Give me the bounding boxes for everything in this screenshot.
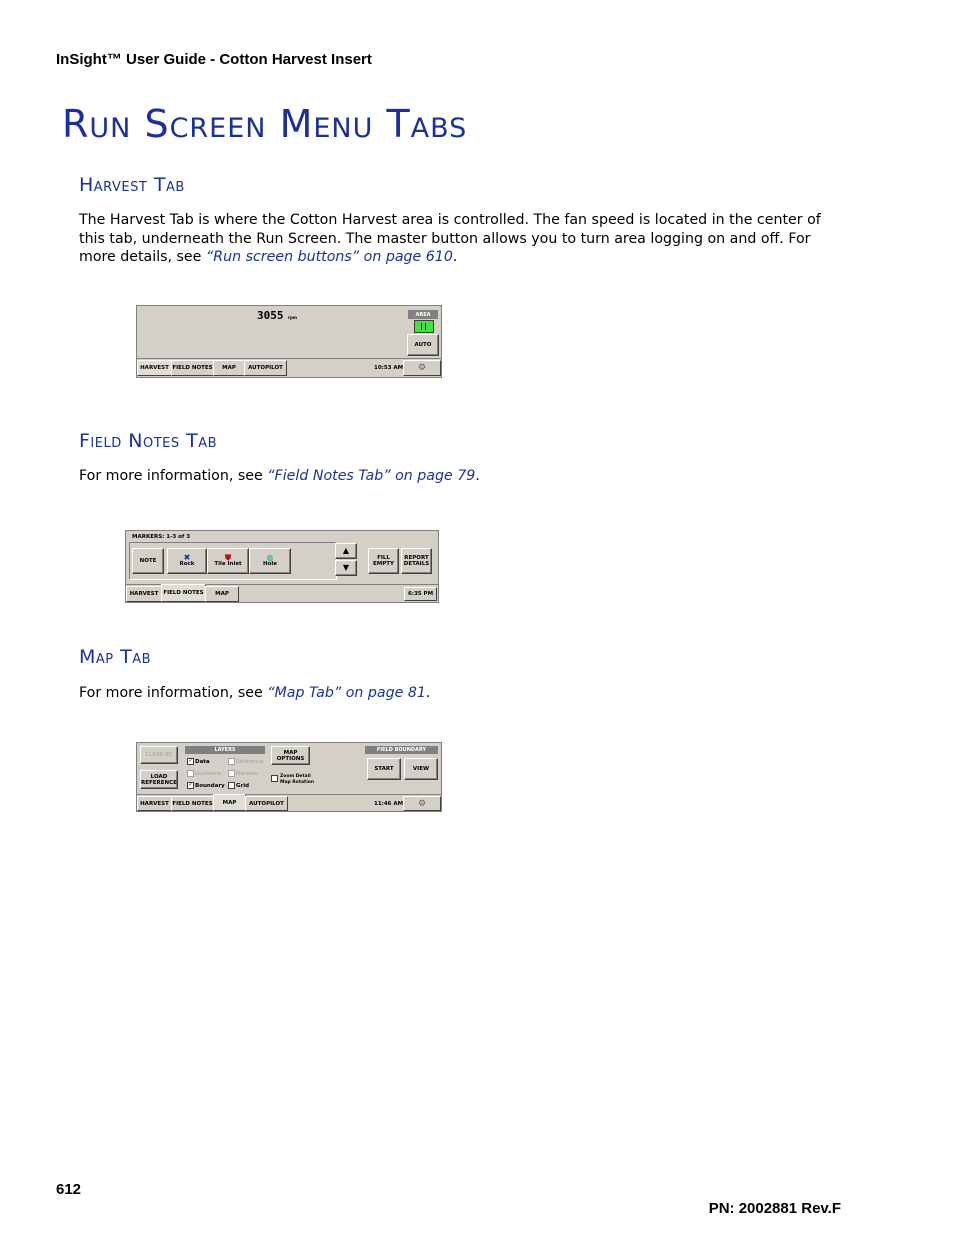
pin-icon: ◍ bbox=[266, 553, 274, 562]
gear-icon[interactable]: ⚙ bbox=[403, 796, 441, 811]
layer-reference-checkbox[interactable] bbox=[228, 758, 235, 765]
tab-map[interactable]: MAP bbox=[205, 586, 239, 602]
tab-harvest[interactable]: HARVEST bbox=[126, 586, 162, 602]
marker-tile-inlet-button[interactable] bbox=[207, 548, 249, 574]
map-tab-screenshot bbox=[136, 742, 442, 812]
harvest-end-text: . bbox=[452, 249, 458, 265]
part-number: PN: 2002881 Rev.F bbox=[708, 1200, 841, 1217]
field-notes-end-text: . bbox=[475, 468, 480, 484]
field-notes-tab-heading: Field Notes Tab bbox=[79, 430, 218, 452]
shield-icon: ⛊ bbox=[225, 553, 231, 562]
gear-icon[interactable]: ⚙ bbox=[403, 360, 441, 376]
layer-boundary-label: Boundary bbox=[195, 783, 225, 789]
field-boundary-label: FIELD BOUNDARY bbox=[365, 746, 438, 754]
clock-time: 11:46 AM bbox=[374, 801, 404, 807]
tab-harvest[interactable]: HARVEST bbox=[137, 360, 172, 376]
marker-rock-label: Rock bbox=[179, 561, 195, 567]
marker-tile-inlet-label: Tile Inlet bbox=[214, 561, 242, 567]
tab-autopilot[interactable]: AUTOPILOT bbox=[244, 360, 287, 376]
layer-data-label: Data bbox=[195, 759, 210, 765]
map-rotation-label: Map Rotation bbox=[280, 780, 315, 785]
fan-speed-value: 3055 bbox=[257, 309, 284, 322]
clock-time: 6:35 PM bbox=[404, 587, 437, 601]
layer-data-checkbox[interactable]: ✓ bbox=[188, 758, 193, 764]
layer-guidance-checkbox[interactable] bbox=[187, 770, 194, 777]
map-end-text: . bbox=[425, 685, 431, 701]
map-options-button[interactable]: MAP OPTIONS bbox=[271, 746, 310, 765]
report-details-button[interactable]: REPORT DETAILS bbox=[401, 548, 432, 574]
clock-time: 10:53 AM bbox=[374, 365, 404, 371]
running-header: InSight™ User Guide - Cotton Harvest Insert bbox=[56, 51, 372, 68]
zoom-detail-label: Zoom Detail bbox=[280, 774, 311, 779]
map-tab-link[interactable]: “Map Tab” on page 81 bbox=[267, 685, 426, 701]
harvest-tab-heading: Harvest Tab bbox=[79, 174, 185, 196]
layers-label: LAYERS bbox=[185, 746, 265, 754]
harvest-body-text: The Harvest Tab is where the Cotton Harvest area is controlled. The fan speed is located in the center of this tab, underneath the Run Screen. The master button allows you to turn area logging on and off. For more details, see bbox=[79, 212, 821, 265]
field-notes-tab-link[interactable]: “Field Notes Tab” on page 79 bbox=[267, 468, 476, 484]
layer-grid-checkbox[interactable] bbox=[228, 782, 235, 789]
tab-field-notes[interactable]: FIELD NOTES bbox=[171, 796, 214, 811]
marker-rock-button[interactable] bbox=[167, 548, 207, 574]
note-button[interactable]: NOTE bbox=[132, 548, 164, 574]
tab-map[interactable]: MAP bbox=[213, 360, 245, 376]
layer-boundary-checkbox[interactable]: ✓ bbox=[188, 782, 193, 788]
zoom-detail-checkbox[interactable] bbox=[271, 775, 278, 782]
auto-button[interactable]: AUTO bbox=[407, 334, 439, 356]
arrow-down-icon: ▼ bbox=[342, 563, 350, 572]
x-icon: ✖ bbox=[183, 553, 191, 562]
load-reference-button[interactable]: LOAD REFERENCE bbox=[140, 770, 178, 789]
page-number: 612 bbox=[56, 1181, 82, 1198]
start-button[interactable]: START bbox=[367, 758, 401, 780]
markers-count-label: MARKERS: 1-3 of 3 bbox=[132, 534, 191, 540]
layer-grid-label: Grid bbox=[236, 783, 250, 789]
tab-harvest[interactable]: HARVEST bbox=[137, 796, 172, 811]
field-notes-paragraph bbox=[79, 467, 849, 486]
page-title: Run Screen Menu Tabs bbox=[62, 102, 468, 146]
fan-speed-unit: rpm bbox=[288, 315, 298, 320]
area-label: AREA bbox=[408, 310, 438, 319]
tab-map[interactable]: MAP bbox=[213, 794, 246, 811]
clear-ec-button[interactable]: CLEAR EC bbox=[140, 746, 178, 764]
layer-markers-checkbox[interactable] bbox=[228, 770, 235, 777]
layer-guidance-label: Guidance bbox=[195, 771, 222, 777]
map-tab-heading: Map Tab bbox=[79, 646, 152, 668]
harvest-tab-screenshot bbox=[136, 305, 442, 378]
scroll-up-button[interactable] bbox=[335, 543, 357, 559]
field-notes-body-text: For more information, see bbox=[79, 468, 268, 484]
fill-empty-button[interactable]: FILL EMPTY bbox=[368, 548, 399, 574]
layer-reference-label: Reference bbox=[236, 759, 264, 765]
tab-field-notes[interactable]: FIELD NOTES bbox=[171, 360, 214, 376]
map-body-text: For more information, see bbox=[79, 685, 268, 701]
layer-markers-label: Markers bbox=[236, 771, 258, 777]
marker-hole-button[interactable] bbox=[249, 548, 291, 574]
tab-field-notes[interactable]: FIELD NOTES bbox=[161, 584, 206, 602]
arrow-up-icon: ▲ bbox=[342, 546, 350, 555]
marker-hole-label: Hole bbox=[263, 561, 277, 567]
field-notes-tab-screenshot bbox=[125, 530, 439, 603]
scroll-down-button[interactable] bbox=[335, 560, 357, 576]
map-paragraph bbox=[79, 684, 849, 703]
run-screen-buttons-link[interactable]: “Run screen buttons” on page 610 bbox=[205, 249, 453, 265]
harvest-tab-paragraph bbox=[79, 211, 849, 267]
tab-autopilot[interactable]: AUTOPILOT bbox=[245, 796, 288, 811]
view-button[interactable]: VIEW bbox=[404, 758, 438, 780]
area-indicator[interactable] bbox=[414, 320, 434, 333]
